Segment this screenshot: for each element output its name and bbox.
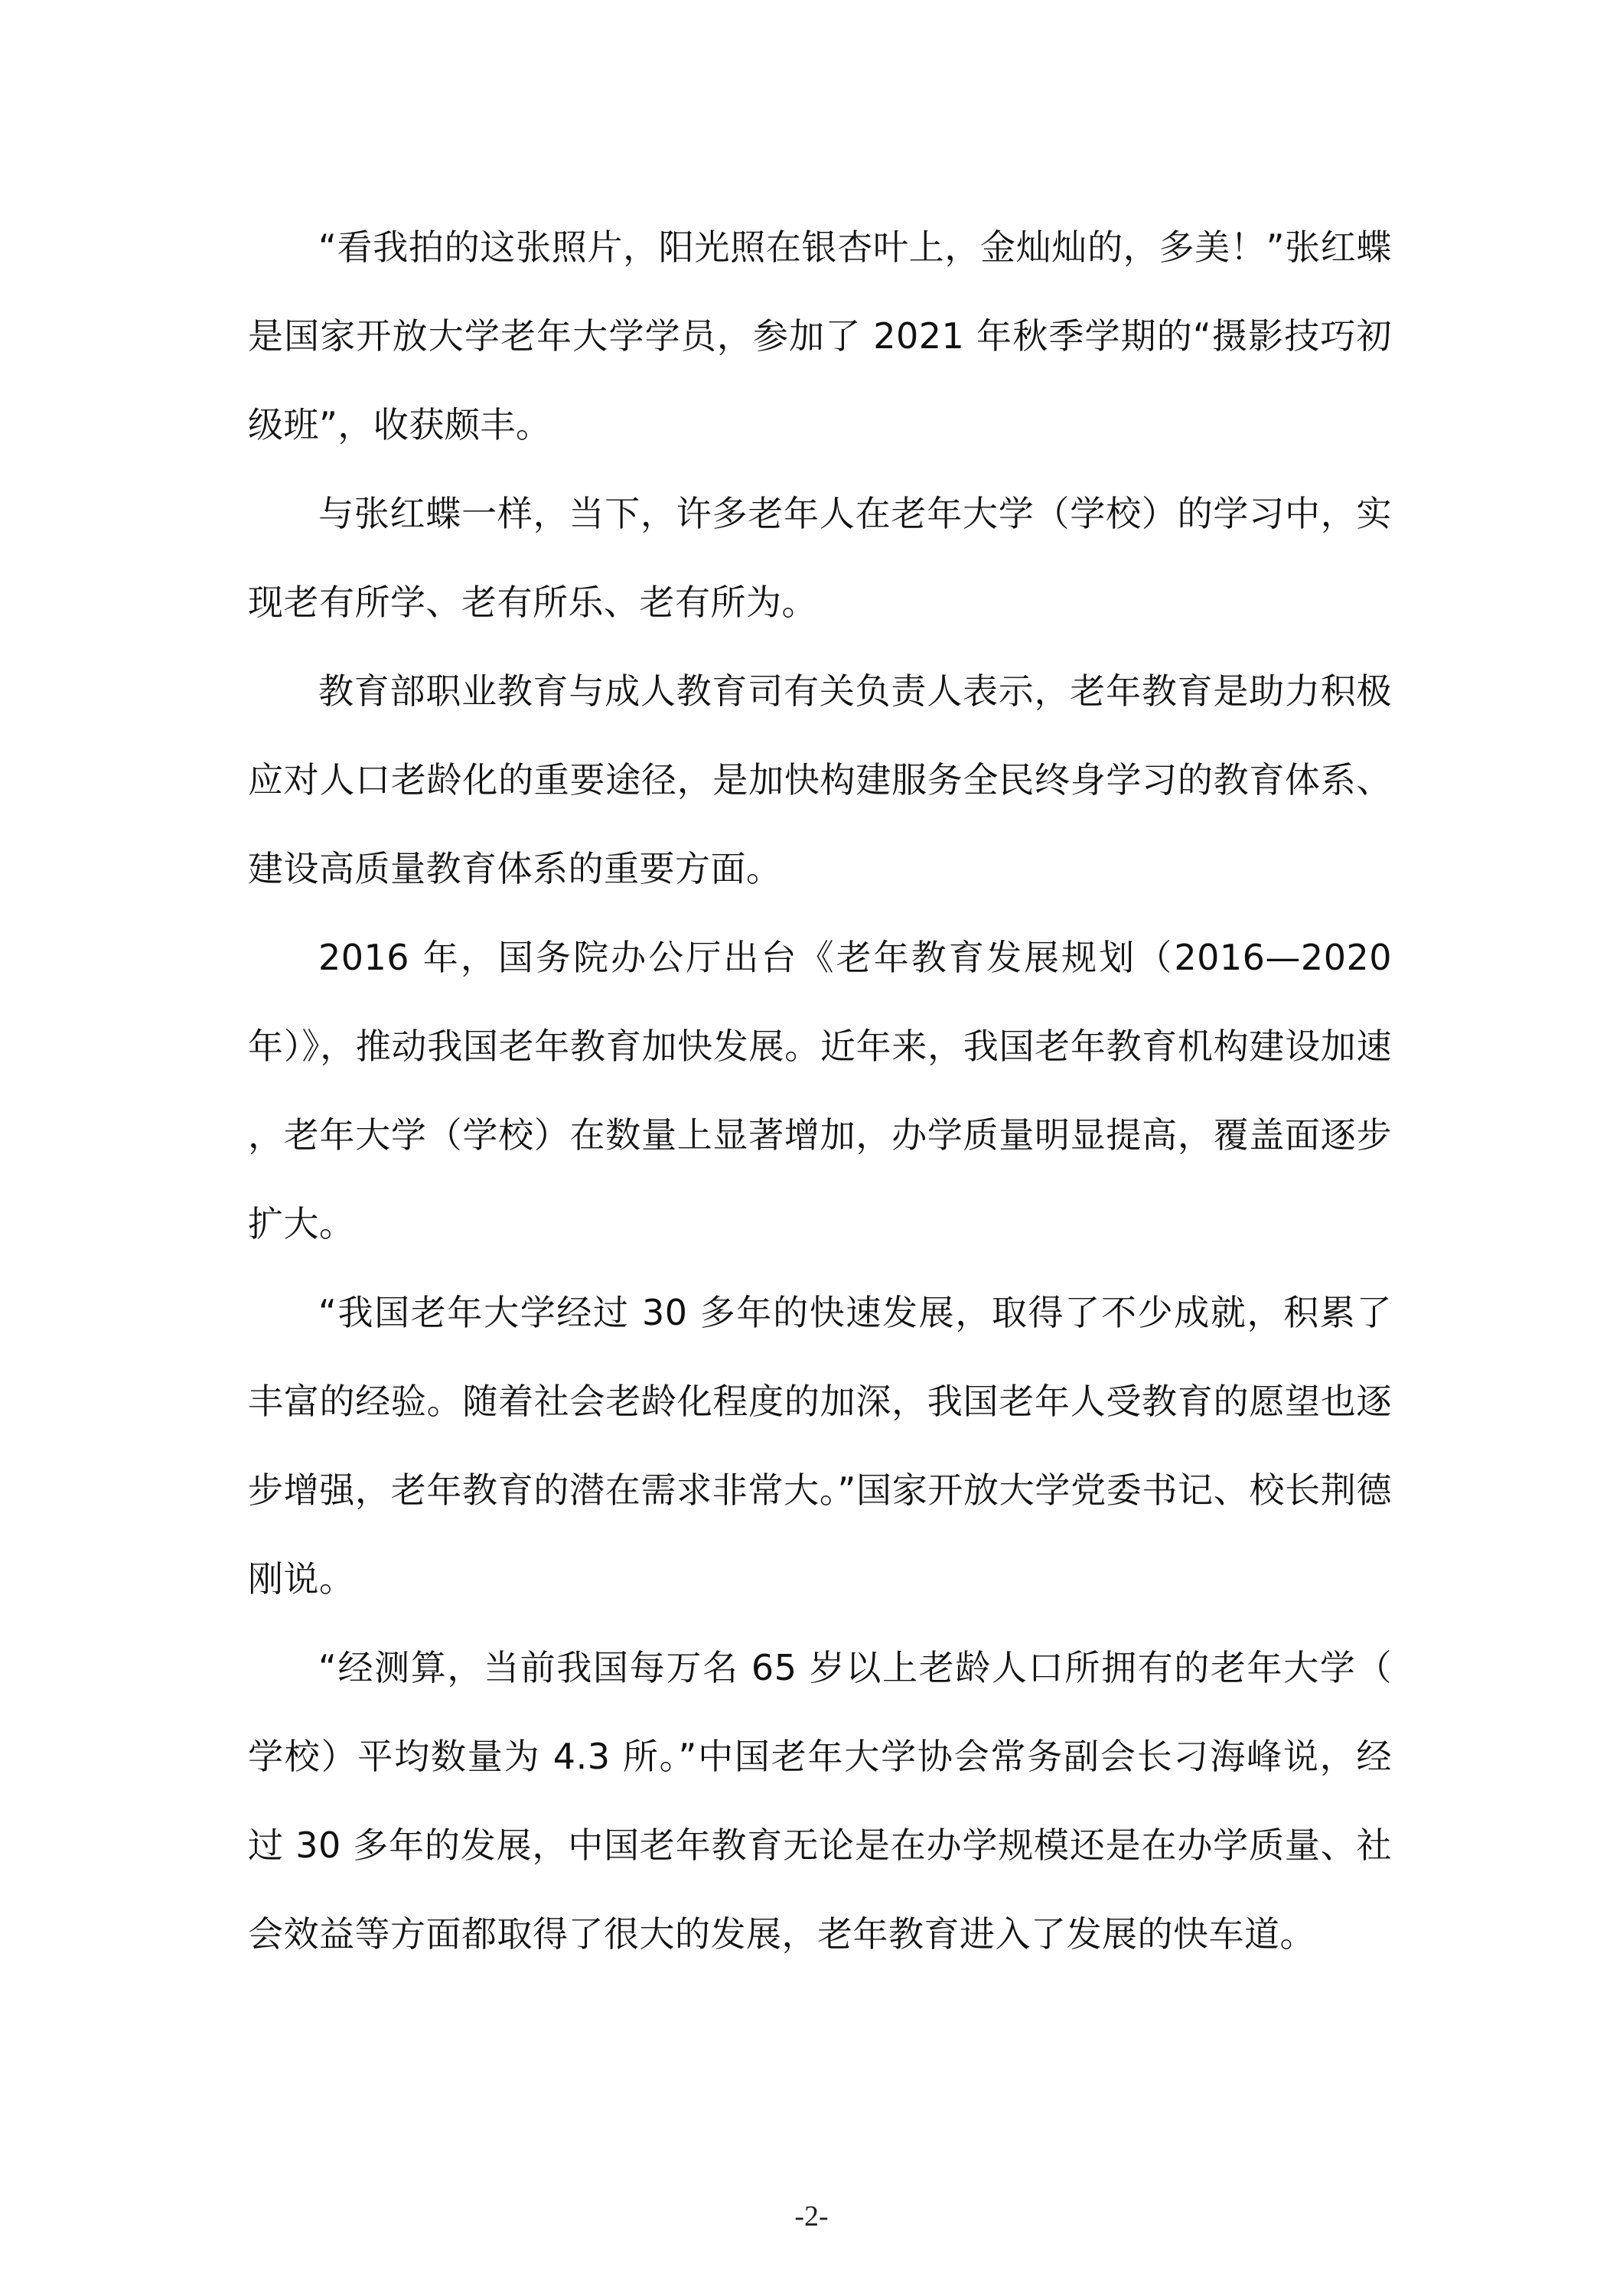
paragraph-development-plan: 2016 年，国务院办公厅出台《老年教育发展规划（2016—2020 年）》，推动我国老年教育加快发展。近年来，我国老年教育机构建设加速，老年大学（学校）在数量上显著增加，办学质量明显提高，覆盖面逐步扩大。: [248, 937, 1392, 1244]
paragraph-elderly-learning: 与张红蝶一样，当下，许多老年人在老年大学（学校）的学习中，实现老有所学、老有所乐、老有所为。: [248, 493, 1392, 623]
paragraph-ministry-statement: 教育部职业教育与成人教育司有关负责人表示，老年教育是助力积极应对人口老龄化的重要途径，是加快构建服务全民终身学习的教育体系、建设高质量教育体系的重要方面。: [248, 670, 1392, 889]
paragraph-photo-anecdote: “看我拍的这张照片，阳光照在银杏叶上，金灿灿的，多美！”张红蝶是国家开放大学老年大学学员，参加了 2021 年秋季学期的“摄影技巧初级班”，收获颇丰。: [248, 227, 1392, 445]
paragraph-president-quote: “我国老年大学经过 30 多年的快速发展，取得了不少成就，积累了丰富的经验。随着社会老龄化程度的加深，我国老年人受教育的愿望也逐步增强，老年教育的潜在需求非常大。”国家开放大学党委书记、校长荆德刚说。: [248, 1292, 1392, 1600]
page-number: -2-: [794, 2200, 829, 2232]
article-body: [248, 203, 1392, 1978]
paragraph-association-quote: “经测算，当前我国每万名 65 岁以上老龄人口所拥有的老年大学（学校）平均数量为 4.3 所。”中国老年大学协会常务副会长刁海峰说，经过 30 多年的发展，中国老年教育无论是在办学规模还是在办学质量、社会效益等方面都取得了很大的发展，老年教育进入了发展的快车道。: [248, 1647, 1392, 1955]
